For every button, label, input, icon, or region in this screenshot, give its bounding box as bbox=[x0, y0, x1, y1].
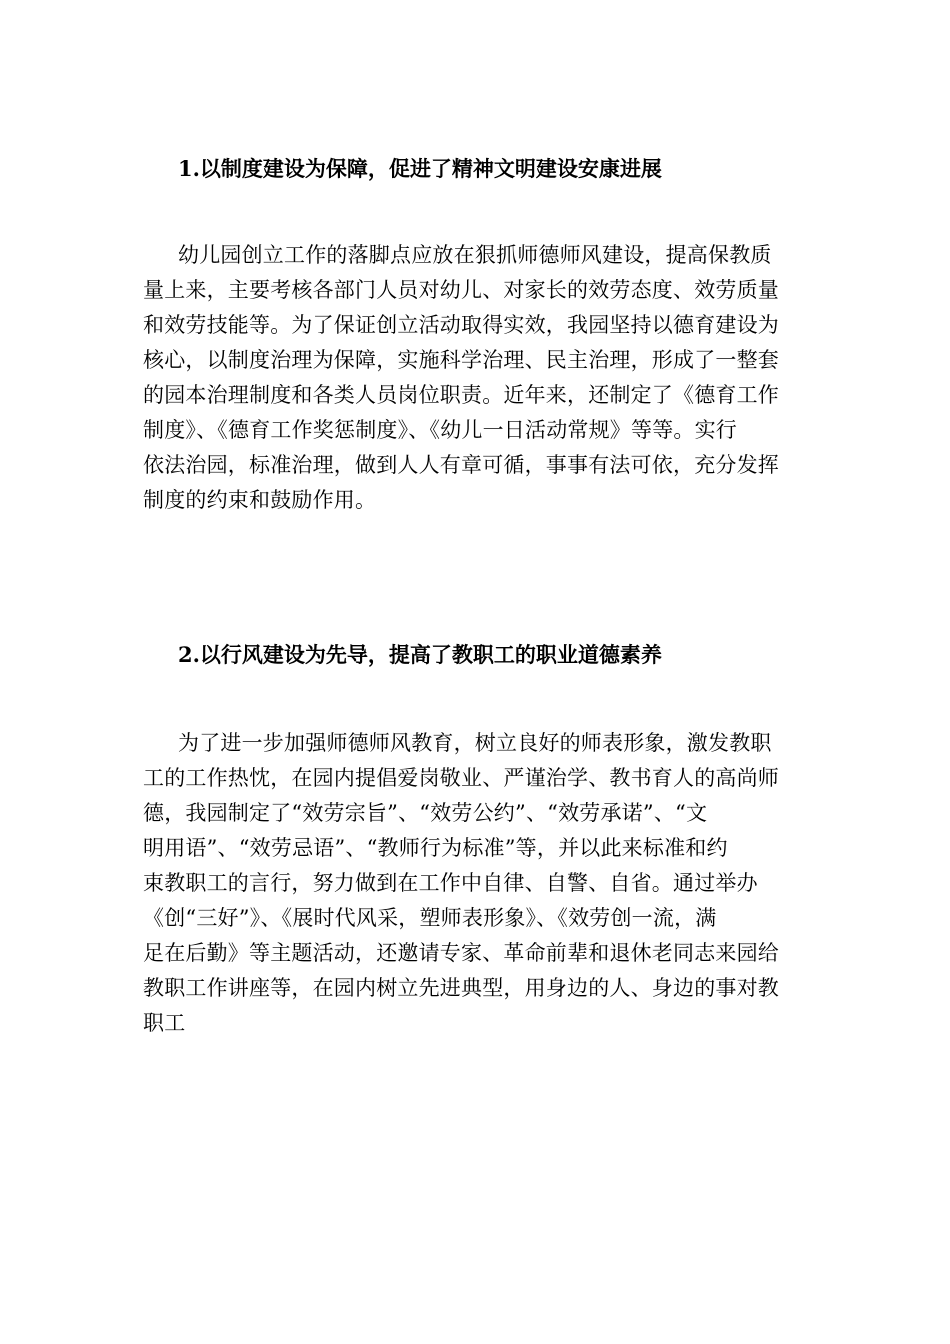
paragraph-line: 和效劳技能等。为了保证创立活动取得实效，我园坚持以德育建设为 bbox=[143, 313, 779, 337]
paragraph-line: 教职工作讲座等，在园内树立先进典型，用身边的人、身边的事对教 bbox=[143, 976, 779, 1000]
paragraph-line: 职工 bbox=[143, 1011, 186, 1035]
paragraph-line: 的园本治理制度和各类人员岗位职责。近年来，还制定了《德育工作 bbox=[143, 383, 779, 407]
section-1-heading: 1.以制度建设为保障，促进了精神文明建设安康进展 bbox=[178, 156, 662, 181]
section-2-heading: 2.以行风建设为先导，提高了教职工的职业道德素养 bbox=[178, 642, 662, 667]
paragraph-line: 依法治园，标准治理，做到人人有章可循，事事有法可依，充分发挥 bbox=[143, 453, 779, 477]
paragraph-line: 《创“三好”》、《展时代风采，塑师表形象》、《效劳创一流，满 bbox=[143, 906, 717, 930]
paragraph-line: 制度》、《德育工作奖惩制度》、《幼儿一日活动常规》等等。实行 bbox=[143, 418, 737, 442]
paragraph-line: 工的工作热忱，在园内提倡爱岗敬业、严谨治学、教书育人的高尚师 bbox=[143, 766, 779, 790]
paragraph-line: 明用语”、“效劳忌语”、“教师行为标准”等，并以此来标准和约 bbox=[143, 836, 728, 860]
paragraph-line: 核心，以制度治理为保障，实施科学治理、民主治理，形成了一整套 bbox=[143, 348, 779, 372]
paragraph-line: 幼儿园创立工作的落脚点应放在狠抓师德师风建设，提高保教质 bbox=[178, 243, 772, 267]
section-1-paragraph bbox=[143, 238, 815, 518]
section-2-paragraph bbox=[143, 726, 815, 1041]
paragraph-line: 量上来，主要考核各部门人员对幼儿、对家长的效劳态度、效劳质量 bbox=[143, 278, 779, 302]
paragraph-line: 足在后勤》等主题活动，还邀请专家、革命前辈和退休老同志来园给 bbox=[143, 941, 779, 965]
paragraph-line: 制度的约束和鼓励作用。 bbox=[143, 488, 377, 512]
paragraph-line: 为了进一步加强师德师风教育，树立良好的师表形象，激发教职 bbox=[178, 731, 772, 755]
paragraph-line: 束教职工的言行，努力做到在工作中自律、自警、自省。通过举办 bbox=[143, 871, 758, 895]
paragraph-line: 德，我园制定了“效劳宗旨”、“效劳公约”、“效劳承诺”、“文 bbox=[143, 801, 708, 825]
